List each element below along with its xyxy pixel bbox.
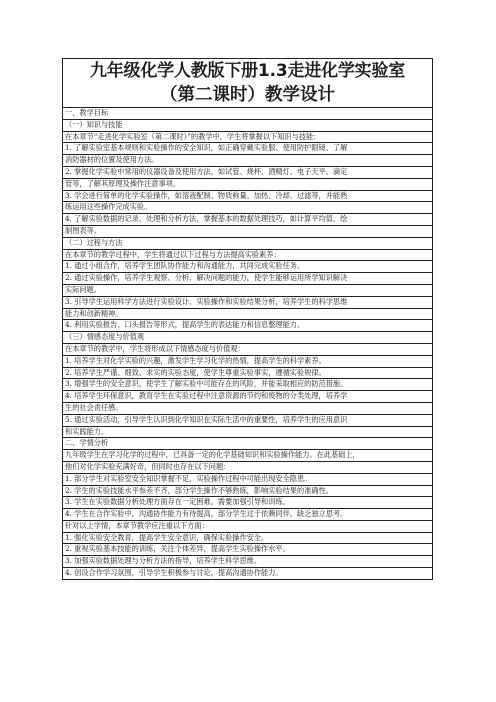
row-text: 1. 了解实验室基本规则和实验操作的安全知识，如正确穿戴实验服、使用防护眼镜、了解 (63, 143, 433, 155)
row-text: 练运用这些操作完成实验。 (63, 202, 433, 214)
table-row (63, 237, 433, 249)
table-row (63, 214, 433, 226)
row-text: 3. 加强实验数据处理与分析方法的指导，培养学生科学思维。 (63, 556, 433, 568)
table-row (63, 225, 433, 237)
row-text: 3. 学生在实验数据分析处理方面存在一定困难，需要加强引导和训练。 (63, 497, 433, 509)
row-text: （三）情感态度与价值观 (63, 332, 433, 344)
table-row (63, 461, 433, 473)
table-row (63, 402, 433, 414)
table-row (63, 178, 433, 190)
table-row (63, 391, 433, 403)
table-row (63, 556, 433, 568)
row-text: 能力和创新精神。 (63, 308, 433, 320)
table-row (63, 343, 433, 355)
table-row (63, 261, 433, 273)
row-text: 2. 通过实验操作，培养学生观察、分析、解决问题的能力，使学生能够运用所学知识解决 (63, 273, 433, 285)
table-row (63, 520, 433, 532)
row-text: 2. 学生的实验技能水平参差不齐，部分学生操作不够熟练，影响实验结果的准确性。 (63, 485, 433, 497)
lesson-plan-table (62, 58, 433, 580)
table-row (63, 155, 433, 167)
row-text: 制图表等。 (63, 225, 433, 237)
row-text: 1. 培养学生对化学实验的兴趣，激发学生学习化学的热情，提高学生的科学素养。 (63, 355, 433, 367)
table-row (63, 473, 433, 485)
table-row (63, 332, 433, 344)
row-text: 消防器材的位置及使用方法。 (63, 155, 433, 167)
table-row (63, 108, 433, 120)
row-text: 3. 学会进行简单的化学实验操作，如溶液配制、物质称量、加热、冷却、过滤等，并能熟 (63, 190, 433, 202)
row-text: 2. 掌握化学实验中常用的仪器设备及使用方法，如试管、烧杯、酒精灯、电子天平、滴定 (63, 166, 433, 178)
title-row (63, 59, 433, 108)
row-text: 4. 培养学生环保意识，教育学生在实验过程中注意资源的节约和废物的分类处理，培养学 (63, 391, 433, 403)
table-row (63, 532, 433, 544)
table-row (63, 190, 433, 202)
document-title-line2: （第二课时）教学设计 (160, 85, 335, 105)
title-cell (63, 59, 433, 108)
table-row (63, 544, 433, 556)
table-row (63, 497, 433, 509)
row-text: 4. 了解实验数据的记录、处理和分析方法，掌握基本的数据处理技巧，如计算平均值、绘 (63, 214, 433, 226)
row-text: 5. 通过实验活动，引导学生认识到化学知识在实际生活中的重要性，培养学生的应用意识 (63, 414, 433, 426)
row-text: 3. 增强学生的安全意识，使学生了解实验中可能存在的风险，并能采取相应的防范措施。 (63, 379, 433, 391)
row-text: 实际问题。 (63, 284, 433, 296)
row-text: 和实践能力。 (63, 426, 433, 438)
table-row (63, 273, 433, 285)
table-row (63, 438, 433, 450)
table-row (63, 249, 433, 261)
row-text: 在本章节的教学过程中，学生将通过以下过程与方法提高实验素养： (63, 249, 433, 261)
row-text: 4. 利用实验报告、口头报告等形式，提高学生的表达能力和信息整理能力。 (63, 320, 433, 332)
row-text: 4. 学生在合作实验中，沟通协作能力有待提高，部分学生过于依赖同伴，缺乏独立思考。 (63, 509, 433, 521)
table-row (63, 426, 433, 438)
row-text: 二、学情分析 (63, 438, 433, 450)
row-text: 在本章节的教学中，学生将形成以下情感态度与价值观： (63, 343, 433, 355)
row-text: 2. 培养学生严谨、细致、求实的实验态度，使学生尊重实验事实，遵循实验规律。 (63, 367, 433, 379)
row-text: 在本章节“走进化学实验室（第二课时）”的教学中，学生将掌握以下知识与技能： (63, 131, 433, 143)
row-text: 1. 强化实验安全教育，提高学生安全意识，确保实验操作安全。 (63, 532, 433, 544)
table-row (63, 320, 433, 332)
table-row (63, 379, 433, 391)
table-row (63, 367, 433, 379)
table-row (63, 284, 433, 296)
table-row (63, 166, 433, 178)
row-text: 3. 引导学生运用科学方法进行实验设计、实验操作和实验结果分析，培养学生的科学思维 (63, 296, 433, 308)
table-row (63, 143, 433, 155)
document-title-line1: 九年级化学人教版下册1.3走进化学实验室 (89, 61, 406, 81)
table-row (63, 119, 433, 131)
row-text: 针对以上学情，本章节教学应注重以下方面： (63, 520, 433, 532)
row-text: 2. 重视实验基本技能的训练，关注个体差异，提高学生实验操作水平。 (63, 544, 433, 556)
row-text: 1. 部分学生对实验室安全知识掌握不足，实验操作过程中可能出现安全隐患。 (63, 473, 433, 485)
table-row (63, 296, 433, 308)
table-row (63, 308, 433, 320)
table-row (63, 202, 433, 214)
row-text: （二）过程与方法 (63, 237, 433, 249)
row-text: 他们对化学实验充满好奇，但同时也存在以下问题： (63, 461, 433, 473)
table-row (63, 568, 433, 580)
document-page (62, 58, 433, 580)
row-text: 1. 通过小组合作，培养学生团队协作能力和沟通能力，共同完成实验任务。 (63, 261, 433, 273)
table-row (63, 131, 433, 143)
row-text: 管等，了解其原理及操作注意事项。 (63, 178, 433, 190)
table-row (63, 509, 433, 521)
row-text: 生的社会责任感。 (63, 402, 433, 414)
table-row (63, 450, 433, 462)
table-row (63, 485, 433, 497)
table-row (63, 355, 433, 367)
row-text: 4. 创设合作学习氛围，引导学生积极参与讨论，提高沟通协作能力。 (63, 568, 433, 580)
row-text: （一）知识与技能 (63, 119, 433, 131)
table-row (63, 414, 433, 426)
row-text: 一、教学目标 (63, 108, 433, 120)
row-text: 九年级学生在学习化学的过程中，已具备一定的化学基础知识和实验操作能力。在此基础上， (63, 450, 433, 462)
